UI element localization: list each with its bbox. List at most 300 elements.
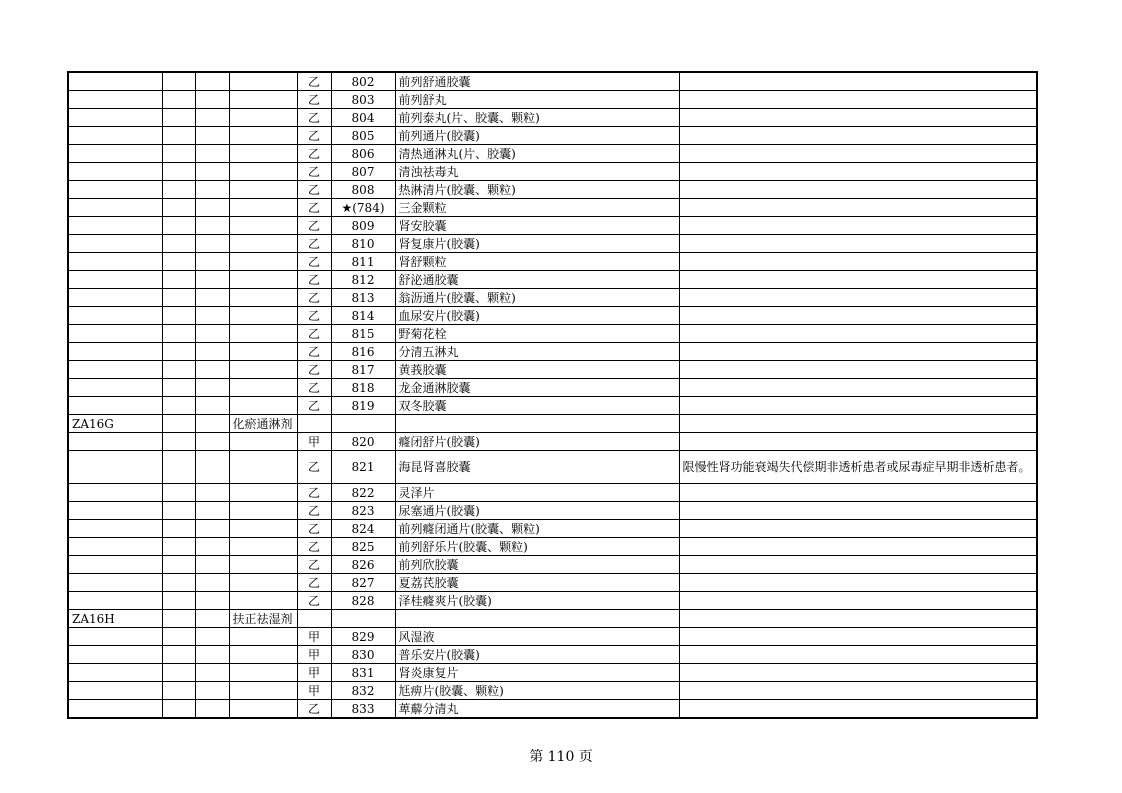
code-cell (68, 502, 162, 520)
group-name-cell (229, 484, 297, 502)
category-cell (297, 610, 331, 628)
number-cell: 823 (331, 502, 395, 520)
blank-cell (162, 592, 195, 610)
drug-name-cell: 泽桂癃爽片(胶囊) (395, 592, 679, 610)
remark-cell (679, 361, 1037, 379)
drug-name-cell: 前列舒通胶囊 (395, 72, 679, 91)
table-row (68, 72, 1037, 91)
drug-name-cell: 肾复康片(胶囊) (395, 235, 679, 253)
table-row (68, 502, 1037, 520)
blank-cell (162, 682, 195, 700)
number-cell: 821 (331, 451, 395, 484)
group-name-cell (229, 235, 297, 253)
category-cell: 乙 (297, 502, 331, 520)
drug-name-cell: 前列欣胶囊 (395, 556, 679, 574)
remark-cell (679, 664, 1037, 682)
remark-cell (679, 682, 1037, 700)
group-name-cell (229, 72, 297, 91)
table-row (68, 163, 1037, 181)
code-cell (68, 592, 162, 610)
code-cell (68, 91, 162, 109)
blank-cell (162, 109, 195, 127)
blank-cell (195, 556, 229, 574)
group-name-cell (229, 271, 297, 289)
remark-cell: 限慢性肾功能衰竭失代偿期非透析患者或尿毒症早期非透析患者。 (679, 451, 1037, 484)
category-cell: 甲 (297, 646, 331, 664)
group-name-cell (229, 253, 297, 271)
group-name-cell (229, 343, 297, 361)
remark-cell (679, 610, 1037, 628)
blank-cell (195, 325, 229, 343)
blank-cell (195, 379, 229, 397)
remark-cell (679, 397, 1037, 415)
number-cell: 824 (331, 520, 395, 538)
blank-cell (162, 556, 195, 574)
blank-cell (162, 538, 195, 556)
category-cell: 乙 (297, 289, 331, 307)
drug-name-cell: 清浊祛毒丸 (395, 163, 679, 181)
number-cell: 819 (331, 397, 395, 415)
blank-cell (195, 484, 229, 502)
group-name-cell (229, 502, 297, 520)
number-cell: 813 (331, 289, 395, 307)
remark-cell (679, 307, 1037, 325)
category-cell: 乙 (297, 574, 331, 592)
remark-cell (679, 271, 1037, 289)
table-row (68, 451, 1037, 484)
remark-cell (679, 289, 1037, 307)
blank-cell (162, 91, 195, 109)
blank-cell (162, 361, 195, 379)
drug-name-cell: 前列通片(胶囊) (395, 127, 679, 145)
category-cell: 乙 (297, 163, 331, 181)
blank-cell (195, 682, 229, 700)
number-cell: ★(784) (331, 199, 395, 217)
blank-cell (195, 91, 229, 109)
blank-cell (162, 379, 195, 397)
code-cell (68, 343, 162, 361)
category-cell: 乙 (297, 397, 331, 415)
group-name-cell (229, 109, 297, 127)
drug-name-cell (395, 610, 679, 628)
drug-name-cell: 尪痹片(胶囊、颗粒) (395, 682, 679, 700)
remark-cell (679, 646, 1037, 664)
category-cell: 乙 (297, 307, 331, 325)
table-row (68, 556, 1037, 574)
table-row (68, 628, 1037, 646)
blank-cell (195, 451, 229, 484)
table-row (68, 415, 1037, 433)
group-name-cell (229, 91, 297, 109)
remark-cell (679, 628, 1037, 646)
group-name-cell (229, 451, 297, 484)
table-row (68, 325, 1037, 343)
blank-cell (195, 271, 229, 289)
blank-cell (162, 343, 195, 361)
blank-cell (162, 484, 195, 502)
blank-cell (195, 145, 229, 163)
blank-cell (195, 199, 229, 217)
table-row (68, 271, 1037, 289)
remark-cell (679, 109, 1037, 127)
number-cell: 810 (331, 235, 395, 253)
code-cell (68, 289, 162, 307)
group-name-cell (229, 397, 297, 415)
blank-cell (195, 127, 229, 145)
drug-name-cell: 舒泌通胶囊 (395, 271, 679, 289)
group-name-cell (229, 199, 297, 217)
code-cell (68, 520, 162, 538)
code-cell (68, 72, 162, 91)
group-name-cell: 扶正祛湿剂 (229, 610, 297, 628)
blank-cell (162, 325, 195, 343)
drug-name-cell: 肾舒颗粒 (395, 253, 679, 271)
code-cell (68, 628, 162, 646)
category-cell: 乙 (297, 484, 331, 502)
blank-cell (162, 415, 195, 433)
drug-name-cell: 龙金通淋胶囊 (395, 379, 679, 397)
blank-cell (195, 163, 229, 181)
blank-cell (162, 271, 195, 289)
number-cell: 832 (331, 682, 395, 700)
blank-cell (162, 163, 195, 181)
code-cell (68, 199, 162, 217)
remark-cell (679, 181, 1037, 199)
group-name-cell (229, 556, 297, 574)
table-row (68, 664, 1037, 682)
remark-cell (679, 72, 1037, 91)
number-cell: 833 (331, 700, 395, 719)
blank-cell (195, 610, 229, 628)
number-cell: 829 (331, 628, 395, 646)
blank-cell (195, 343, 229, 361)
category-cell: 乙 (297, 325, 331, 343)
table-row (68, 592, 1037, 610)
category-cell: 甲 (297, 628, 331, 646)
number-cell: 815 (331, 325, 395, 343)
blank-cell (162, 451, 195, 484)
code-cell (68, 181, 162, 199)
table-row (68, 109, 1037, 127)
number-cell (331, 415, 395, 433)
blank-cell (195, 109, 229, 127)
group-name-cell (229, 289, 297, 307)
category-cell: 乙 (297, 361, 331, 379)
number-cell: 808 (331, 181, 395, 199)
page-number: 第 110 页 (529, 749, 593, 765)
blank-cell (162, 574, 195, 592)
number-cell: 816 (331, 343, 395, 361)
group-name-cell (229, 574, 297, 592)
number-cell: 804 (331, 109, 395, 127)
category-cell: 甲 (297, 682, 331, 700)
number-cell: 802 (331, 72, 395, 91)
table-row (68, 700, 1037, 719)
drug-name-cell: 灵泽片 (395, 484, 679, 502)
remark-cell (679, 433, 1037, 451)
remark-cell (679, 199, 1037, 217)
category-cell: 甲 (297, 664, 331, 682)
number-cell: 820 (331, 433, 395, 451)
blank-cell (195, 502, 229, 520)
number-cell (331, 610, 395, 628)
blank-cell (162, 700, 195, 719)
category-cell: 乙 (297, 91, 331, 109)
code-cell (68, 484, 162, 502)
number-cell: 811 (331, 253, 395, 271)
number-cell: 826 (331, 556, 395, 574)
blank-cell (195, 289, 229, 307)
drug-name-cell: 风湿液 (395, 628, 679, 646)
category-cell: 乙 (297, 199, 331, 217)
code-cell (68, 271, 162, 289)
drug-name-cell: 血尿安片(胶囊) (395, 307, 679, 325)
number-cell: 814 (331, 307, 395, 325)
code-cell (68, 307, 162, 325)
table-row (68, 181, 1037, 199)
code-cell (68, 253, 162, 271)
number-cell: 827 (331, 574, 395, 592)
group-name-cell (229, 163, 297, 181)
blank-cell (195, 520, 229, 538)
blank-cell (162, 628, 195, 646)
category-cell: 乙 (297, 181, 331, 199)
blank-cell (195, 700, 229, 719)
number-cell: 809 (331, 217, 395, 235)
drug-name-cell: 三金颗粒 (395, 199, 679, 217)
number-cell: 830 (331, 646, 395, 664)
group-name-cell (229, 433, 297, 451)
blank-cell (162, 520, 195, 538)
number-cell: 812 (331, 271, 395, 289)
drug-name-cell: 前列舒丸 (395, 91, 679, 109)
blank-cell (162, 646, 195, 664)
remark-cell (679, 343, 1037, 361)
blank-cell (162, 433, 195, 451)
table-row (68, 574, 1037, 592)
category-cell: 乙 (297, 235, 331, 253)
blank-cell (195, 592, 229, 610)
remark-cell (679, 235, 1037, 253)
blank-cell (162, 253, 195, 271)
code-cell (68, 361, 162, 379)
table-row (68, 520, 1037, 538)
table-row (68, 91, 1037, 109)
drug-list-table (67, 71, 1038, 719)
code-cell (68, 379, 162, 397)
table-row (68, 307, 1037, 325)
blank-cell (195, 574, 229, 592)
drug-name-cell: 野菊花栓 (395, 325, 679, 343)
remark-cell (679, 538, 1037, 556)
code-cell (68, 397, 162, 415)
category-cell: 乙 (297, 520, 331, 538)
code-cell (68, 109, 162, 127)
blank-cell (162, 664, 195, 682)
table-row (68, 610, 1037, 628)
blank-cell (195, 72, 229, 91)
blank-cell (162, 502, 195, 520)
remark-cell (679, 127, 1037, 145)
number-cell: 825 (331, 538, 395, 556)
blank-cell (195, 181, 229, 199)
blank-cell (195, 361, 229, 379)
group-name-cell (229, 379, 297, 397)
table-row (68, 484, 1037, 502)
table-row (68, 127, 1037, 145)
blank-cell (162, 289, 195, 307)
number-cell: 805 (331, 127, 395, 145)
blank-cell (195, 664, 229, 682)
drug-name-cell: 黄莪胶囊 (395, 361, 679, 379)
blank-cell (195, 628, 229, 646)
group-name-cell (229, 538, 297, 556)
blank-cell (195, 433, 229, 451)
code-cell (68, 433, 162, 451)
category-cell: 乙 (297, 343, 331, 361)
drug-name-cell: 肾安胶囊 (395, 217, 679, 235)
blank-cell (195, 253, 229, 271)
code-cell (68, 325, 162, 343)
category-cell: 乙 (297, 538, 331, 556)
blank-cell (162, 397, 195, 415)
category-cell: 乙 (297, 592, 331, 610)
blank-cell (162, 145, 195, 163)
group-name-cell (229, 682, 297, 700)
category-cell: 乙 (297, 109, 331, 127)
drug-name-cell: 夏荔芪胶囊 (395, 574, 679, 592)
group-name-cell (229, 628, 297, 646)
table-row (68, 199, 1037, 217)
group-name-cell: 化瘀通淋剂 (229, 415, 297, 433)
blank-cell (195, 415, 229, 433)
code-cell (68, 163, 162, 181)
drug-name-cell: 前列泰丸(片、胶囊、颗粒) (395, 109, 679, 127)
remark-cell (679, 379, 1037, 397)
code-cell (68, 682, 162, 700)
code-cell (68, 700, 162, 719)
drug-name-cell: 前列癃闭通片(胶囊、颗粒) (395, 520, 679, 538)
blank-cell (162, 127, 195, 145)
blank-cell (195, 217, 229, 235)
group-name-cell (229, 127, 297, 145)
table-row (68, 289, 1037, 307)
category-cell (297, 415, 331, 433)
table-row (68, 646, 1037, 664)
code-cell (68, 217, 162, 235)
drug-name-cell: 清热通淋丸(片、胶囊) (395, 145, 679, 163)
blank-cell (162, 217, 195, 235)
code-cell (68, 664, 162, 682)
number-cell: 806 (331, 145, 395, 163)
code-cell (68, 574, 162, 592)
blank-cell (162, 199, 195, 217)
table-row (68, 361, 1037, 379)
category-cell: 乙 (297, 253, 331, 271)
code-cell (68, 538, 162, 556)
drug-name-cell: 萆薢分清丸 (395, 700, 679, 719)
code-cell (68, 451, 162, 484)
number-cell: 831 (331, 664, 395, 682)
blank-cell (195, 235, 229, 253)
category-cell: 乙 (297, 700, 331, 719)
drug-name-cell (395, 415, 679, 433)
table-row (68, 538, 1037, 556)
code-cell (68, 646, 162, 664)
remark-cell (679, 217, 1037, 235)
drug-name-cell: 肾炎康复片 (395, 664, 679, 682)
number-cell: 807 (331, 163, 395, 181)
category-cell: 乙 (297, 271, 331, 289)
category-cell: 乙 (297, 556, 331, 574)
table-body (68, 72, 1037, 718)
blank-cell (195, 307, 229, 325)
remark-cell (679, 484, 1037, 502)
blank-cell (195, 538, 229, 556)
code-cell (68, 127, 162, 145)
drug-name-cell: 双冬胶囊 (395, 397, 679, 415)
remark-cell (679, 415, 1037, 433)
table-row (68, 253, 1037, 271)
group-name-cell (229, 325, 297, 343)
drug-name-cell: 海昆肾喜胶囊 (395, 451, 679, 484)
blank-cell (162, 610, 195, 628)
number-cell: 822 (331, 484, 395, 502)
remark-cell (679, 700, 1037, 719)
table-row (68, 235, 1037, 253)
category-cell: 乙 (297, 217, 331, 235)
blank-cell (162, 181, 195, 199)
number-cell: 818 (331, 379, 395, 397)
remark-cell (679, 592, 1037, 610)
group-name-cell (229, 664, 297, 682)
table-row (68, 343, 1037, 361)
group-name-cell (229, 217, 297, 235)
remark-cell (679, 520, 1037, 538)
blank-cell (162, 72, 195, 91)
group-name-cell (229, 307, 297, 325)
group-name-cell (229, 145, 297, 163)
code-cell (68, 556, 162, 574)
group-name-cell (229, 700, 297, 719)
table-row (68, 433, 1037, 451)
number-cell: 803 (331, 91, 395, 109)
remark-cell (679, 325, 1037, 343)
remark-cell (679, 253, 1037, 271)
blank-cell (162, 307, 195, 325)
table-row (68, 682, 1037, 700)
category-cell: 乙 (297, 72, 331, 91)
category-cell: 乙 (297, 451, 331, 484)
group-name-cell (229, 592, 297, 610)
drug-name-cell: 热淋清片(胶囊、颗粒) (395, 181, 679, 199)
table-row (68, 397, 1037, 415)
remark-cell (679, 163, 1037, 181)
number-cell: 817 (331, 361, 395, 379)
blank-cell (162, 235, 195, 253)
blank-cell (195, 397, 229, 415)
table-row (68, 217, 1037, 235)
group-name-cell (229, 181, 297, 199)
drug-name-cell: 尿塞通片(胶囊) (395, 502, 679, 520)
remark-cell (679, 574, 1037, 592)
group-name-cell (229, 520, 297, 538)
code-cell (68, 235, 162, 253)
group-name-cell (229, 646, 297, 664)
table-row (68, 379, 1037, 397)
category-cell: 乙 (297, 127, 331, 145)
table-row (68, 145, 1037, 163)
